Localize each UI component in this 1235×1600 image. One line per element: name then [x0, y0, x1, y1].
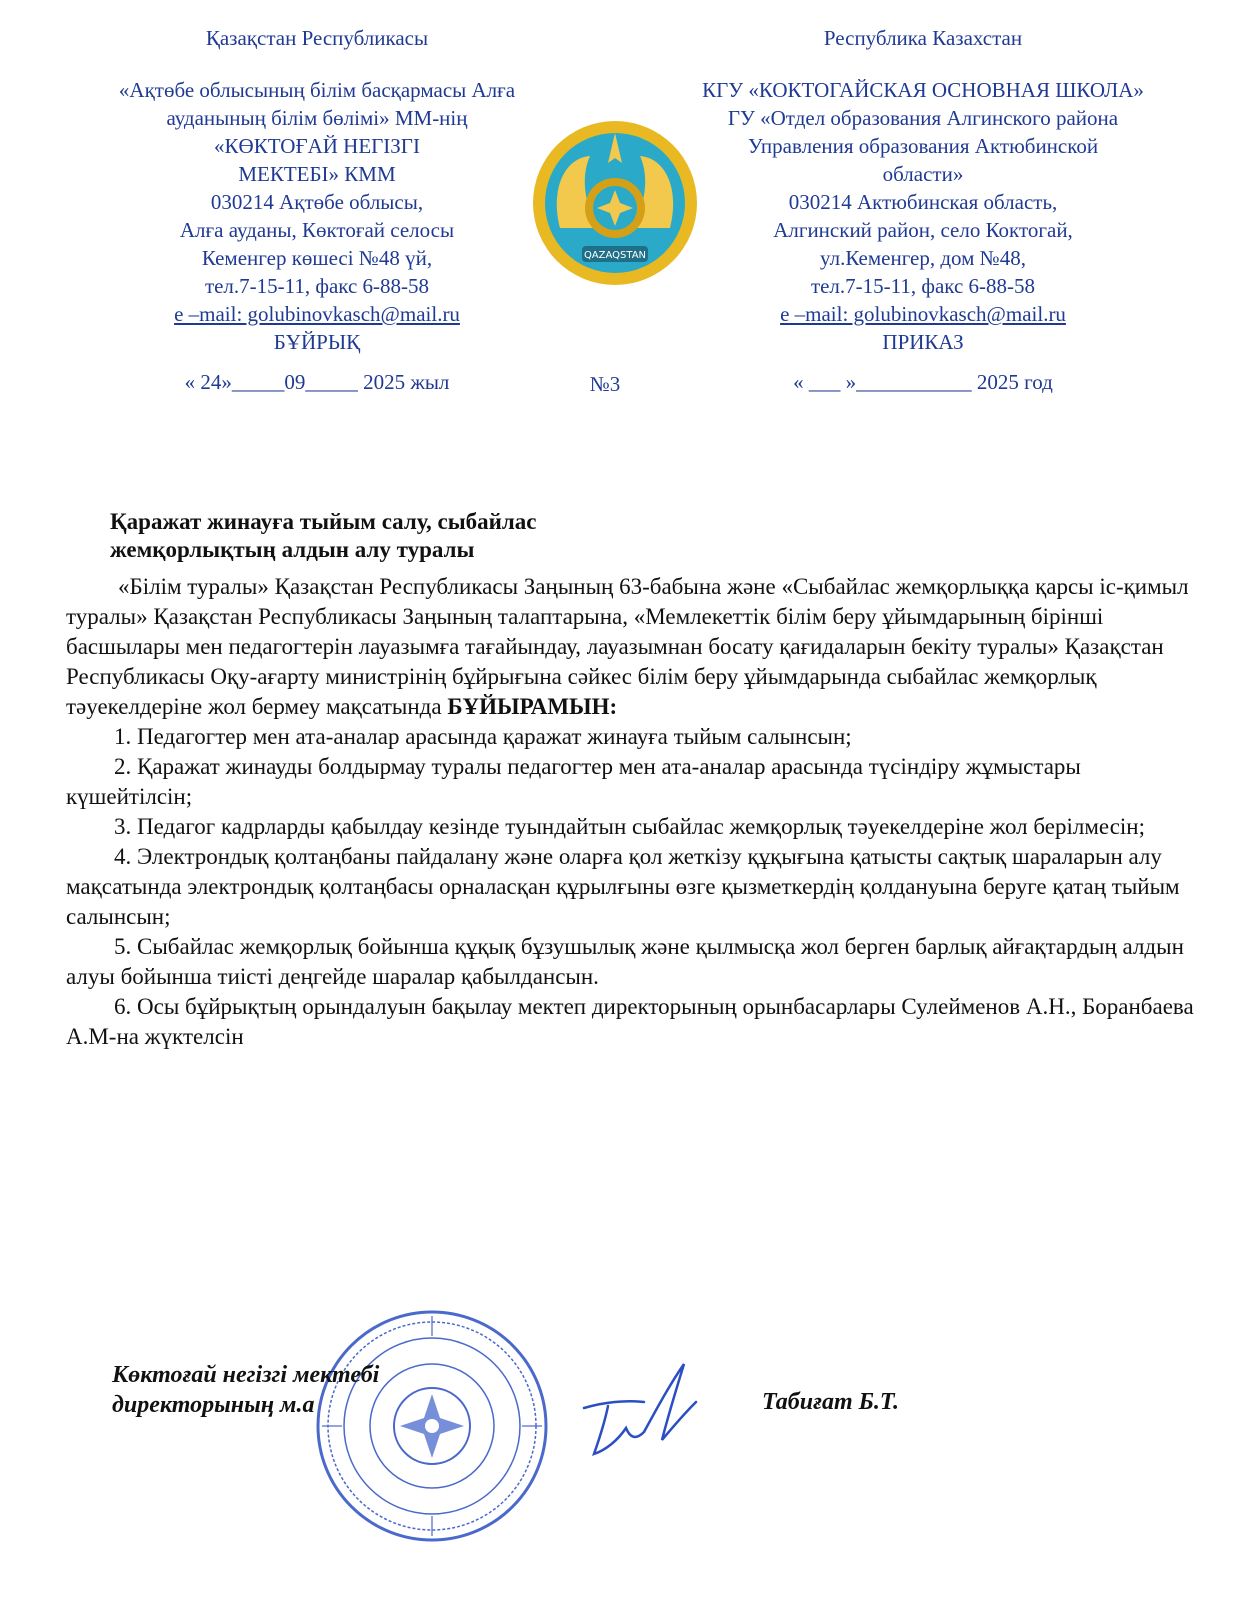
- org-line-2-kz: ауданының білім бөлімі» ММ-нің: [166, 106, 468, 130]
- signatory-position-line-1: Көктоғай негізгі мектебі: [112, 1362, 380, 1388]
- address-line-3-ru: ул.Кеменгер, дом №48,: [820, 246, 1026, 270]
- address-line-1-kz: 030214 Ақтөбе облысы,: [210, 190, 424, 214]
- order-number: №3: [589, 372, 621, 396]
- address-line-3-kz: Кеменгер көшесі №48 үй,: [201, 246, 433, 270]
- country-kz: Қазақстан Республикасы: [205, 26, 429, 50]
- intro-paragraph: [66, 572, 1196, 722]
- signatory-position: [112, 1360, 379, 1420]
- email-ru: e –mail: golubinovkasch@mail.ru: [780, 302, 1066, 326]
- title-line-1: Қаражат жинауға тыйым салу, сыбайлас: [110, 509, 537, 534]
- order-item-5: 5. Сыбайлас жемқорлық бойынша құқық бұзушылық және қылмысқа жол берген барлық айғақтардың алдын алуы бойынша тиісті деңгейде шаралар қабылдансын.: [66, 934, 1184, 989]
- phone-kz: тел.7-15-11, факс 6-88-58: [204, 274, 430, 298]
- document-body: [66, 572, 1196, 1052]
- intro-text: «Білім туралы» Қазақстан Республикасы Заңының 63-бабына және «Сыбайлас жемқорлыққа қарсы іс-қимыл туралы» Қазақстан Республикасы Заңының талаптарына, «Мемлекеттік білім беру ұйымдарының бірінші басшылары мен педагогтерін лауазымға тағайындау, лауазымнан босату қағидаларын бекіту туралы» Қазақстан Республикасы Оқу-ағарту министрінің бұйрығына сәйкес білім беру ұйымдарында сыбайлас жемқорлық тәуекелдеріне жол бермеу мақсатында: [66, 574, 1189, 719]
- order-item-2: 2. Қаражат жинауды болдырмау туралы педагогтер мен ата-аналар арасында түсіндіру жұмыстары күшейтілсін;: [66, 754, 1081, 809]
- emblem-label: QAZAQSTAN: [583, 250, 647, 261]
- document-title: [110, 508, 537, 564]
- org-line-1-ru: КГУ «КОКТОГАЙСКАЯ ОСНОВНАЯ ШКОЛА»: [702, 78, 1144, 102]
- order-item-1: 1. Педагогтер мен ата-аналар арасында қаражат жинауға тыйым салынсын;: [114, 724, 852, 749]
- date-ru: « ___ »___________ 2025 год: [793, 370, 1053, 394]
- intro-order-word: БҰЙЫРАМЫН:: [447, 694, 618, 719]
- address-line-2-kz: Алға ауданы, Көктоғай селосы: [179, 218, 455, 242]
- org-line-4-kz: МЕКТЕБІ» КММ: [238, 162, 396, 186]
- header-left: [82, 24, 552, 396]
- order-item-6: 6. Осы бұйрықтың орындалуын бақылау мектеп директорының орынбасарлары Сулейменов А.Н., Боранбаева А.М-на жүктелсін: [66, 994, 1194, 1049]
- order-item-3: 3. Педагог кадрларды қабылдау кезінде туындайтын сыбайлас жемқорлық тәуекелдеріне жол берілмесін;: [114, 814, 1146, 839]
- signatory-position-line-2: директорының м.а: [112, 1392, 315, 1418]
- handwritten-signature-icon: [570, 1350, 710, 1470]
- org-line-1-kz: «Ақтөбе облысының білім басқармасы Алға: [118, 78, 516, 102]
- org-line-4-ru: области»: [882, 162, 964, 186]
- signatory-name: Табиғат Б.Т.: [762, 1389, 900, 1415]
- doc-type-ru: ПРИКАЗ: [882, 330, 964, 354]
- doc-type-kz: БҰЙРЫҚ: [273, 330, 361, 354]
- email-kz: e –mail: golubinovkasch@mail.ru: [174, 302, 460, 326]
- phone-ru: тел.7-15-11, факс 6-88-58: [810, 274, 1036, 298]
- org-line-2-ru: ГУ «Отдел образования Алгинского района: [727, 106, 1119, 130]
- title-line-2: жемқорлықтың алдын алу туралы: [110, 537, 475, 562]
- org-line-3-kz: «КӨКТОҒАЙ НЕГІЗГІ: [214, 134, 420, 158]
- official-stamp-icon: [312, 1306, 552, 1546]
- order-item-4: 4. Электрондық қолтаңбаны пайдалану және оларға қол жеткізу құқығына қатысты сақтық шараларын алу мақсатында электрондық қолтаңбасы орналасқан құрылғыны өзге қызметкердің қолдануына беруге қатаң тыйым салынсын;: [66, 844, 1180, 929]
- address-line-2-ru: Алгинский район, село Коктогай,: [773, 218, 1073, 242]
- org-line-3-ru: Управления образования Актюбинской: [747, 134, 1099, 158]
- state-emblem-icon: [530, 118, 700, 288]
- date-kz: « 24»_____09_____ 2025 жыл: [184, 370, 450, 394]
- address-line-1-ru: 030214 Актюбинская область,: [788, 190, 1058, 214]
- country-ru: Республика Казахстан: [823, 26, 1023, 50]
- header-right: [688, 24, 1158, 396]
